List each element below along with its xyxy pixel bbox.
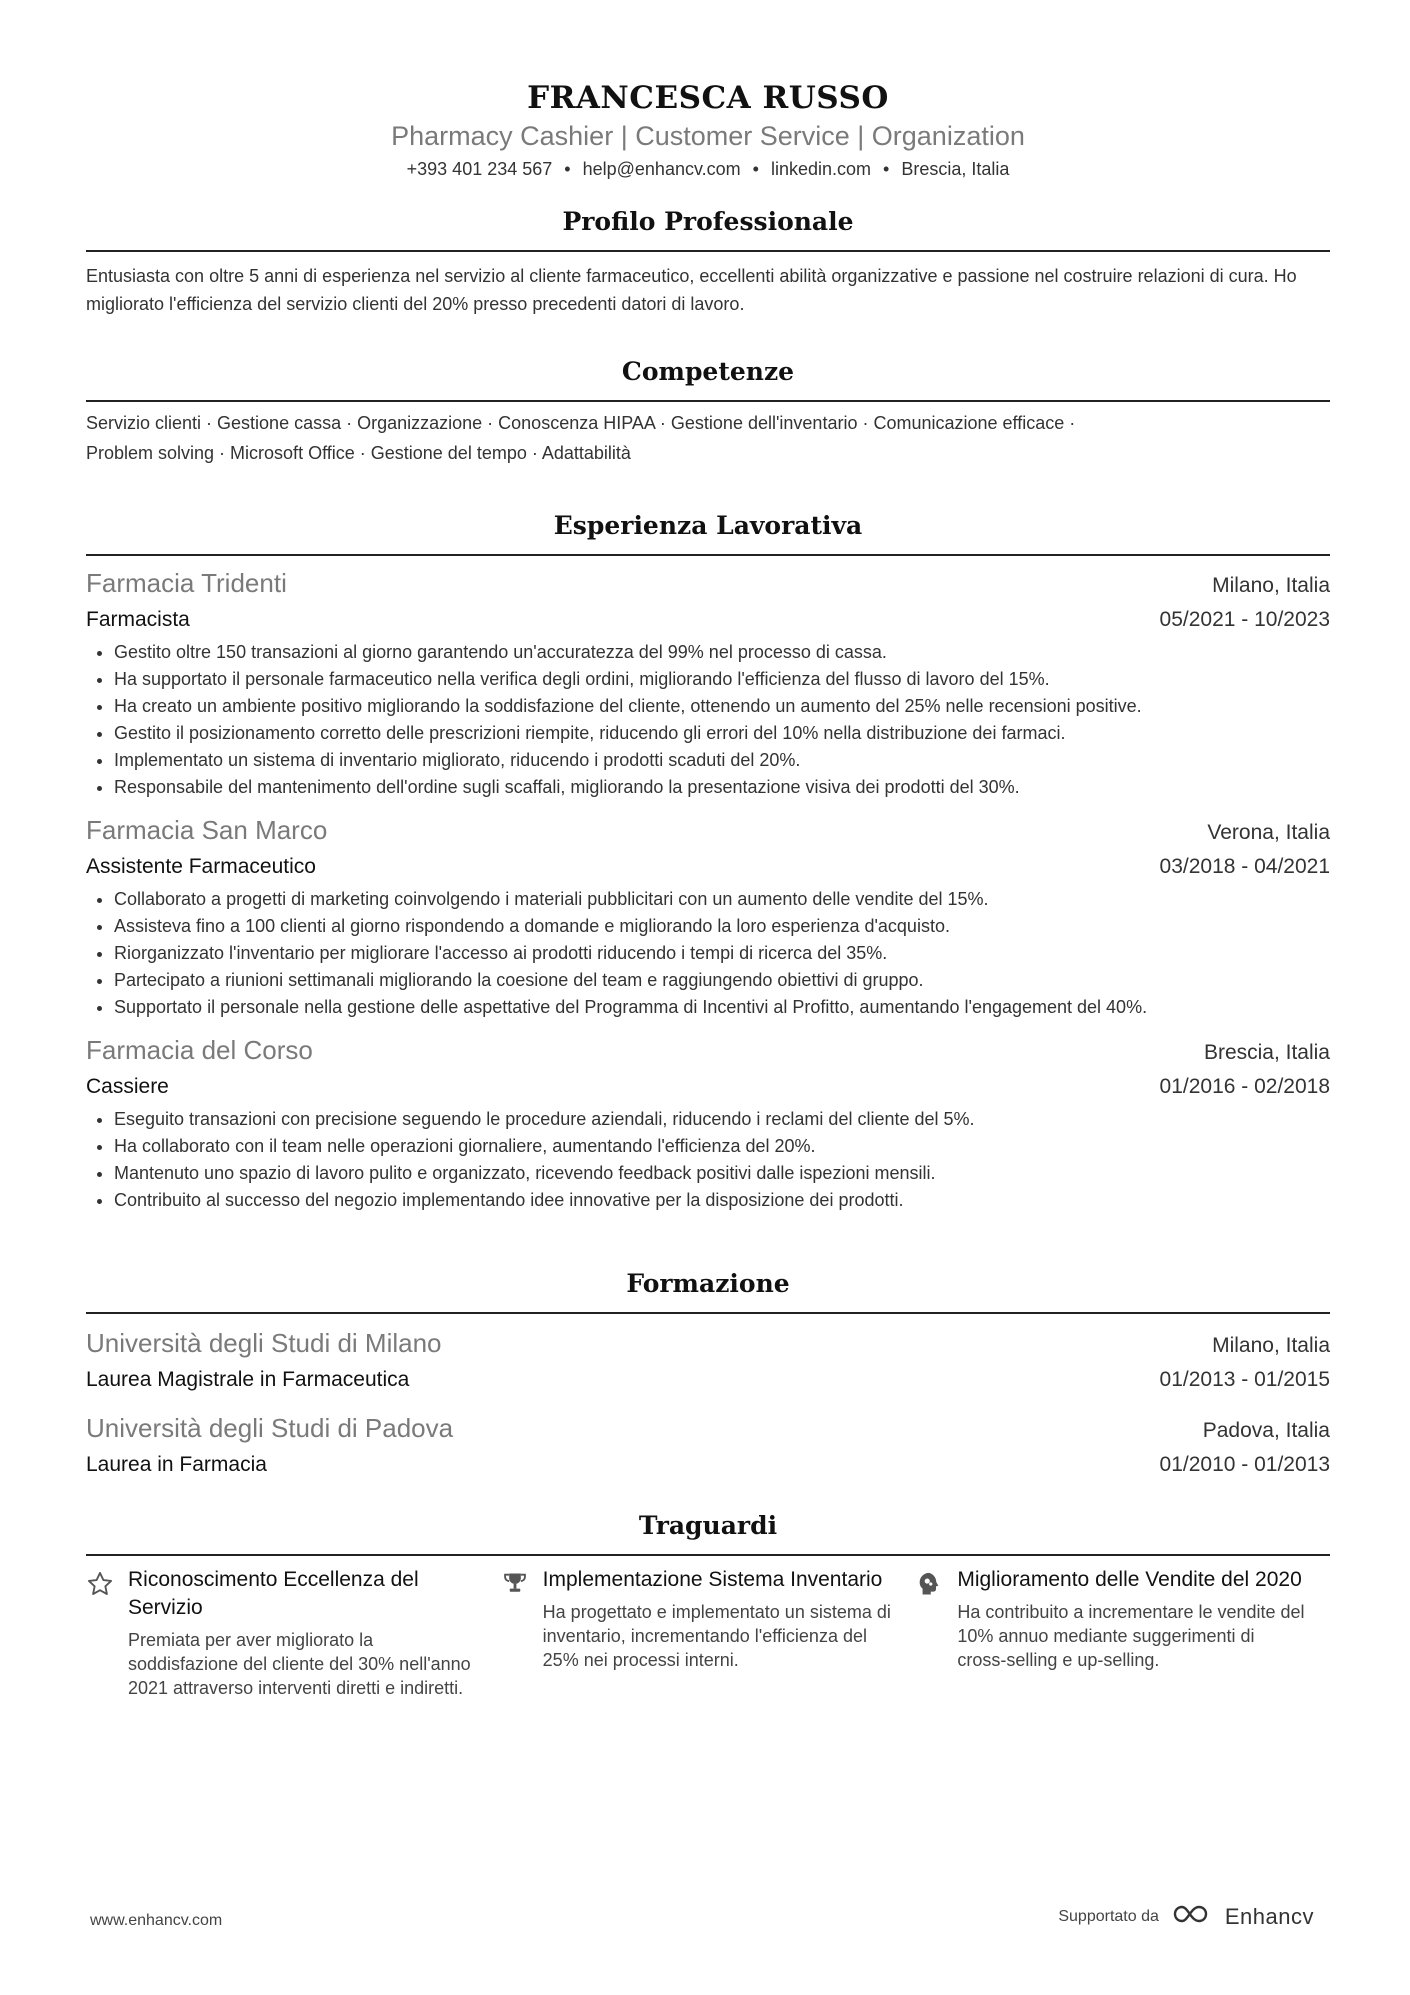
section-title: Profilo Professionale xyxy=(86,204,1330,252)
resume-page xyxy=(86,0,1330,1698)
section-title: Competenze xyxy=(86,354,1330,402)
skills-section xyxy=(86,354,1330,468)
bullet-item: • Collaborato a progetti di marketing coinvolgendo i materiali pubblicitari con un aumento delle vendite del 15%. xyxy=(114,886,1330,913)
candidate-name: FRANCESCA RUSSO xyxy=(527,80,889,116)
bullet-item: • Ha collaborato con il team nelle operazioni giornaliere, aumentando l'efficienza del 20%. xyxy=(114,1133,1330,1160)
bullet-item: • Ha creato un ambiente positivo migliorando la soddisfazione del cliente, ottenendo un aumento del 25% nelle recensioni positive. xyxy=(114,693,1330,720)
job-bullets xyxy=(86,1106,1330,1214)
achievement-description: Premiata per aver migliorato la soddisfazione del cliente del 30% nell'anno 2021 attraverso interventi diretti e indiretti. xyxy=(128,1630,471,1698)
brain-icon xyxy=(915,1566,957,1700)
job-location: Milano, Italia xyxy=(1212,574,1330,597)
contact-phone[interactable]: +393 401 234 567 xyxy=(406,159,553,179)
bullet-item: • Ha supportato il personale farmaceutico nella verifica degli ordini, migliorando l'efficienza del flusso di lavoro del 15%. xyxy=(114,666,1330,693)
contact-location: Brescia, Italia xyxy=(901,159,1010,179)
achievement-item xyxy=(915,1566,1330,1700)
contact-email[interactable]: help@enhancv.com xyxy=(582,159,741,179)
enhancv-logo-icon xyxy=(1171,1902,1217,1931)
skills-line: Servizio clienti · Gestione cassa · Organizzazione · Conoscenza HIPAA · Gestione dell'inventario · Comunicazione efficace · xyxy=(86,413,1076,433)
profile-text: Entusiasta con oltre 5 anni di esperienza nel servizio al cliente farmaceutico, eccellenti abilità organizzative e passione nel costruire relazioni di cura. Ho migliorato l'efficienza del servizio clienti del 20% presso precedenti datori di lavoro. xyxy=(86,266,1297,314)
achievement-item xyxy=(501,1566,916,1700)
job-company: Farmacia Tridenti xyxy=(86,568,287,598)
job-bullets xyxy=(86,639,1330,801)
school-location: Milano, Italia xyxy=(1212,1334,1330,1357)
bullet-item: • Riorganizzato l'inventario per migliorare l'accesso ai prodotti riducendo i tempi di ricerca del 35%. xyxy=(114,940,1330,967)
education-entry xyxy=(86,1411,1330,1482)
school-location: Padova, Italia xyxy=(1202,1419,1330,1442)
achievements-list xyxy=(86,1566,1330,1700)
bullet-item: • Implementato un sistema di inventario migliorato, riducendo i prodotti scaduti del 20%. xyxy=(114,747,1330,774)
bullet-item: • Gestito oltre 150 transazioni al giorno garantendo un'accuratezza del 99% nel processo di cassa. xyxy=(114,639,1330,666)
degree-name: Laurea in Farmacia xyxy=(86,1453,267,1476)
job-bullets xyxy=(86,886,1330,1021)
profile-section xyxy=(86,204,1330,318)
separator-dot: • xyxy=(752,159,759,179)
job-location: Verona, Italia xyxy=(1207,821,1330,844)
job-entry xyxy=(86,813,1330,1021)
achievement-description: Ha contribuito a incrementare le vendite del 10% annuo mediante suggerimenti di cross-selling e up-selling. xyxy=(957,1602,1305,1670)
bullet-item: • Partecipato a riunioni settimanali migliorando la coesione del team e raggiungendo obiettivi di gruppo. xyxy=(114,967,1330,994)
contact-linkedin[interactable]: linkedin.com xyxy=(770,159,871,179)
enhancv-brand[interactable]: Enhancv xyxy=(1224,1903,1314,1929)
bullet-item: • Assisteva fino a 100 clienti al giorno rispondendo a domande e migliorando la loro esperienza d'acquisto. xyxy=(114,913,1330,940)
powered-by-label: Supportato da xyxy=(1058,1907,1159,1925)
achievement-item xyxy=(86,1566,501,1700)
education-dates: 01/2013 - 01/2015 xyxy=(1159,1368,1330,1391)
bullet-item: • Responsabile del mantenimento dell'ordine sugli scaffali, migliorando la presentazione visiva dei prodotti del 30%. xyxy=(114,774,1330,801)
separator-dot: • xyxy=(883,159,890,179)
job-role: Assistente Farmaceutico xyxy=(86,855,316,878)
education-dates: 01/2010 - 01/2013 xyxy=(1159,1453,1330,1476)
resume-header xyxy=(86,0,1330,182)
achievement-description: Ha progettato e implementato un sistema di inventario, incrementando l'efficienza del 25% nei processi interni. xyxy=(542,1602,891,1670)
bullet-item: • Eseguito transazioni con precisione seguendo le procedure aziendali, riducendo i reclami del cliente del 5%. xyxy=(114,1106,1330,1133)
job-role: Farmacista xyxy=(86,608,190,631)
job-dates: 03/2018 - 04/2021 xyxy=(1159,855,1330,878)
achievement-title: Implementazione Sistema Inventario xyxy=(542,1568,883,1591)
job-role: Cassiere xyxy=(86,1075,169,1098)
skills-list xyxy=(86,408,1330,468)
school-name: Università degli Studi di Padova xyxy=(86,1413,454,1443)
footer-branding xyxy=(1058,1902,1314,1931)
achievement-title: Miglioramento delle Vendite del 2020 xyxy=(957,1568,1302,1591)
bullet-item: • Supportato il personale nella gestione delle aspettative del Programma di Incentivi al Profitto, aumentando l'engagement del 40%. xyxy=(114,994,1330,1021)
experience-section xyxy=(86,508,1330,1214)
achievement-title: Riconoscimento Eccellenza del Servizio xyxy=(128,1568,419,1619)
skills-line: Problem solving · Microsoft Office · Gestione del tempo · Adattabilità xyxy=(86,443,631,463)
job-company: Farmacia del Corso xyxy=(86,1035,313,1065)
job-entry xyxy=(86,566,1330,801)
section-title: Formazione xyxy=(86,1266,1330,1314)
job-dates: 01/2016 - 02/2018 xyxy=(1159,1075,1330,1098)
education-entry xyxy=(86,1326,1330,1397)
job-location: Brescia, Italia xyxy=(1203,1041,1330,1064)
section-title: Traguardi xyxy=(86,1508,1330,1556)
job-company: Farmacia San Marco xyxy=(86,815,328,845)
job-dates: 05/2021 - 10/2023 xyxy=(1159,608,1330,631)
school-name: Università degli Studi di Milano xyxy=(86,1328,442,1358)
achievements-section xyxy=(86,1508,1330,1700)
degree-name: Laurea Magistrale in Farmaceutica xyxy=(86,1368,410,1391)
section-title: Esperienza Lavorativa xyxy=(86,508,1330,556)
job-entry xyxy=(86,1033,1330,1214)
bullet-item: • Contribuito al successo del negozio implementando idee innovative per la disposizione dei prodotti. xyxy=(114,1187,1330,1214)
bullet-item: • Mantenuto uno spazio di lavoro pulito e organizzato, ricevendo feedback positivi dalle ispezioni mensili. xyxy=(114,1160,1330,1187)
footer-website[interactable]: www.enhancv.com xyxy=(90,1912,223,1929)
candidate-headline: Pharmacy Cashier | Customer Service | Organization xyxy=(391,121,1025,151)
contact-line xyxy=(86,156,1330,182)
separator-dot: • xyxy=(564,159,571,179)
bullet-item: • Gestito il posizionamento corretto delle prescrizioni riempite, riducendo gli errori del 10% nella distribuzione dei farmaci. xyxy=(114,720,1330,747)
education-section xyxy=(86,1266,1330,1482)
star-icon xyxy=(86,1566,128,1700)
trophy-icon xyxy=(501,1566,543,1700)
